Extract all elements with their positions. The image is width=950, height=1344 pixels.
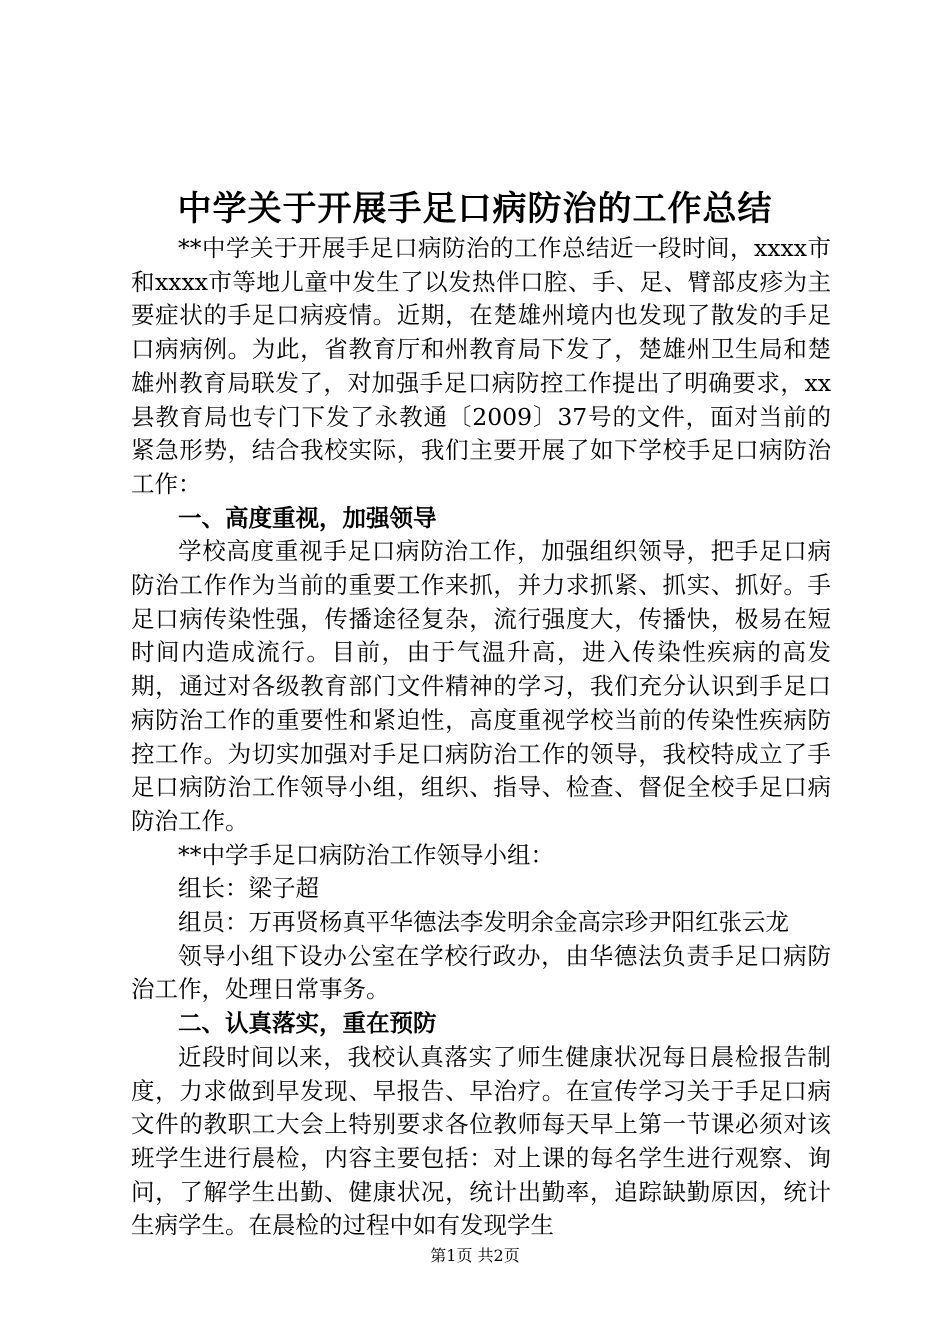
document-title: 中学关于开展手足口病防治的工作总结 (177, 189, 773, 229)
section-1-paragraph: 学校高度重视手足口病防治工作，加强组织领导，把手足口病防治工作作为当前的重要工作来抓，并力求抓紧、抓实、抓好。手足口病传染性强，传播途径复杂，流行强度大，传播快，极易在短时间内造成流行。目前，由于气温升高，进入传染性疾病的高发期，通过对各级教育部门文件精神的学习，我们充分认识到手足口病防治工作的重要性和紧迫性，高度重视学校当前的传染性疾病防控工作。为切实加强对手足口病防治工作的领导，我校特成立了手足口病防治工作领导小组，组织、指导、检查、督促全校手足口病防治工作。 (131, 537, 831, 835)
group-members-line: 组员：万再贤杨真平华德法李发明余金高宗珍尹阳红张云龙 (178, 908, 789, 937)
group-leader-line: 组长：梁子超 (178, 874, 319, 903)
section-heading-1: 一、高度重视，加强领导 (178, 503, 437, 532)
office-paragraph: 领导小组下设办公室在学校行政办，由华德法负责手足口病防治工作，处理日常事务。 (131, 941, 831, 1004)
section-2-paragraph: 近段时间以来，我校认真落实了师生健康状况每日晨检报告制度，力求做到早发现、早报告、早治疗。在宣传学习关于手足口病文件的教职工大会上特别要求各位教师每天早上第一节课必须对该班学生进行晨检，内容主要包括：对上课的每名学生进行观察、询问，了解学生出勤、健康状况，统计出勤率，追踪缺勤原因，统计生病学生。在晨检的过程中如有发现学生 (131, 1042, 831, 1240)
section-heading-2: 二、认真落实，重在预防 (178, 1009, 437, 1038)
document-body (131, 232, 831, 1243)
intro-paragraph: **中学关于开展手足口病防治的工作总结近一段时间，xxxx市和xxxx市等地儿童中发生了以发热伴口腔、手、足、臂部皮疹为主要症状的手足口病疫情。近期，在楚雄州境内也发现了散发的手足口病病例。为此，省教育厅和州教育局下发了，楚雄州卫生局和楚雄州教育局联发了，对加强手足口病防控工作提出了明确要求，xx县教育局也专门下发了永教通〔2009〕37号的文件，面对当前的紧急形势，结合我校实际，我们主要开展了如下学校手足口病防治工作： (131, 234, 831, 498)
group-heading-line: **中学手足口病防治工作领导小组： (178, 840, 554, 869)
page-footer: 第1页 共2页 (430, 1246, 520, 1265)
